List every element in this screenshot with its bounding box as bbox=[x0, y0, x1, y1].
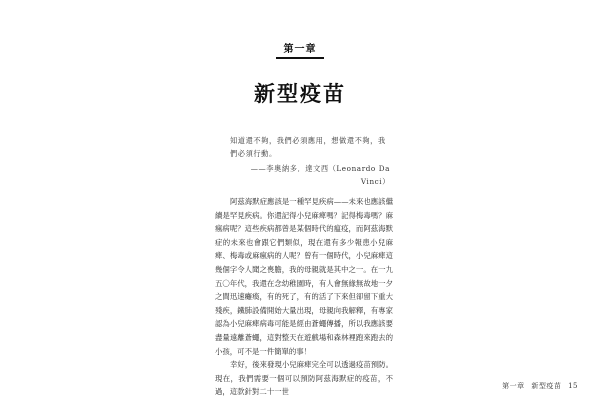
body-text bbox=[215, 195, 393, 399]
body-paragraph: 阿茲海默症應該是一種罕見疾病——未來也應該繼續是罕見疾病。你還記得小兒麻痺嗎？記得梅毒嗎？麻瘋病呢？這些疾病都曾是某個時代的瘟疫，而阿茲海默症的未來也會跟它們類似，現在還有多少報患小兒麻痺、梅毒或麻瘋病的人呢？曾有一個時代，小兒麻痺這幾個字令人聞之喪膽，我的母親就是其中之一。在一九五〇年代，我還在念幼稚園時，有人會無緣無故地一夕之間迅速癱瘓，有的死了，有的活了下來但卻留下重大殘疾，鐵肺設備開始大量出現，母親向我解釋，有專家認為小兒麻痺病毒可能是經由蒼蠅傳播，所以我應該要盡量遠離蒼蠅，這對整天在遊戲場和森林裡跑來跑去的小孩，可不是一件簡單的事！ bbox=[215, 197, 393, 356]
epigraph bbox=[230, 134, 390, 188]
footer-chapter: 第一章 bbox=[502, 382, 525, 390]
epigraph-attribution: ——李奧納多．達文西（Leonardo Da Vinci） bbox=[250, 164, 390, 186]
chapter-divider bbox=[0, 57, 600, 59]
page-number: 15 bbox=[568, 382, 578, 390]
chapter-title: 新型疫苗 bbox=[254, 81, 346, 106]
footer-title: 新型疫苗 bbox=[531, 382, 562, 390]
page-footer bbox=[498, 381, 578, 391]
epigraph-quote: 知道還不夠，我們必須應用，想做還不夠，我們必須行動。 bbox=[230, 136, 386, 158]
chapter-label: 第一章 bbox=[283, 44, 317, 55]
body-paragraph: 幸好，後來發現小兒麻痺完全可以透過疫苗預防。現在，我們需要一個可以預防阿茲海默症的疫苗，不過，這款針對二十一世 bbox=[215, 360, 393, 397]
